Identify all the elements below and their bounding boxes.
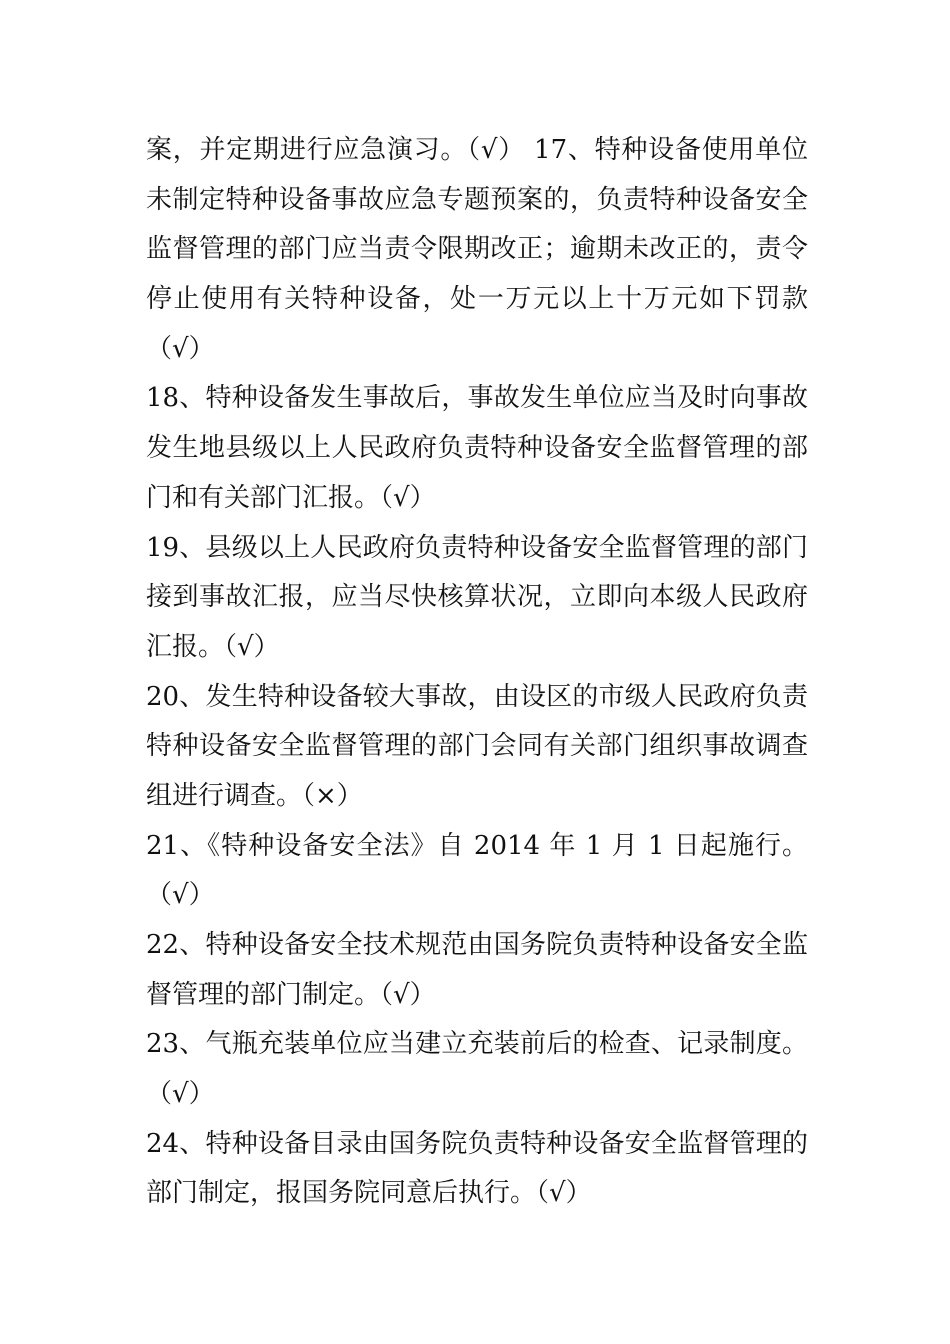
- text-line: 24、特种设备目录由国务院负责特种设备安全监督管理的: [146, 1128, 808, 1159]
- text-line: 21、《特种设备安全法》自 2014 年 1 月 1 日起施行。: [146, 830, 808, 861]
- text-line: 汇报。（√）: [146, 631, 280, 662]
- text-line: 案，并定期进行应急演习。（√） 17、特种设备使用单位: [146, 135, 808, 165]
- text-line: 督管理的部门制定。（√）: [146, 979, 436, 1010]
- text-line: 组进行调查。（×）: [146, 780, 363, 811]
- text-line: 22、特种设备安全技术规范由国务院负责特种设备安全监: [146, 930, 808, 960]
- text-line: （√）: [146, 333, 215, 364]
- text-line: 未制定特种设备事故应急专题预案的，负责特种设备安全: [146, 184, 808, 215]
- text-line: 20、发生特种设备较大事故，由设区的市级人民政府负责: [146, 681, 808, 712]
- text-line: 接到事故汇报，应当尽快核算状况，立即向本级人民政府: [146, 582, 808, 613]
- text-line: 23、气瓶充装单位应当建立充装前后的检查、记录制度。: [146, 1029, 808, 1060]
- text-line: 部门制定，报国务院同意后执行。（√）: [146, 1178, 592, 1209]
- document-body: [146, 126, 808, 1219]
- text-line: 19、县级以上人民政府负责特种设备安全监督管理的部门: [146, 532, 808, 563]
- text-line: 停止使用有关特种设备，处一万元以上十万元如下罚款: [146, 284, 808, 315]
- text-line: 18、特种设备发生事故后，事故发生单位应当及时向事故: [146, 383, 808, 414]
- text-line: 监督管理的部门应当责令限期改正；逾期未改正的，责令: [146, 234, 808, 265]
- text-line: 门和有关部门汇报。（√）: [146, 482, 436, 513]
- text-line: 发生地县级以上人民政府负责特种设备安全监督管理的部: [146, 433, 808, 464]
- text-line: （√）: [146, 880, 215, 911]
- text-line: （√）: [146, 1079, 215, 1110]
- text-line: 特种设备安全监督管理的部门会同有关部门组织事故调查: [146, 731, 808, 762]
